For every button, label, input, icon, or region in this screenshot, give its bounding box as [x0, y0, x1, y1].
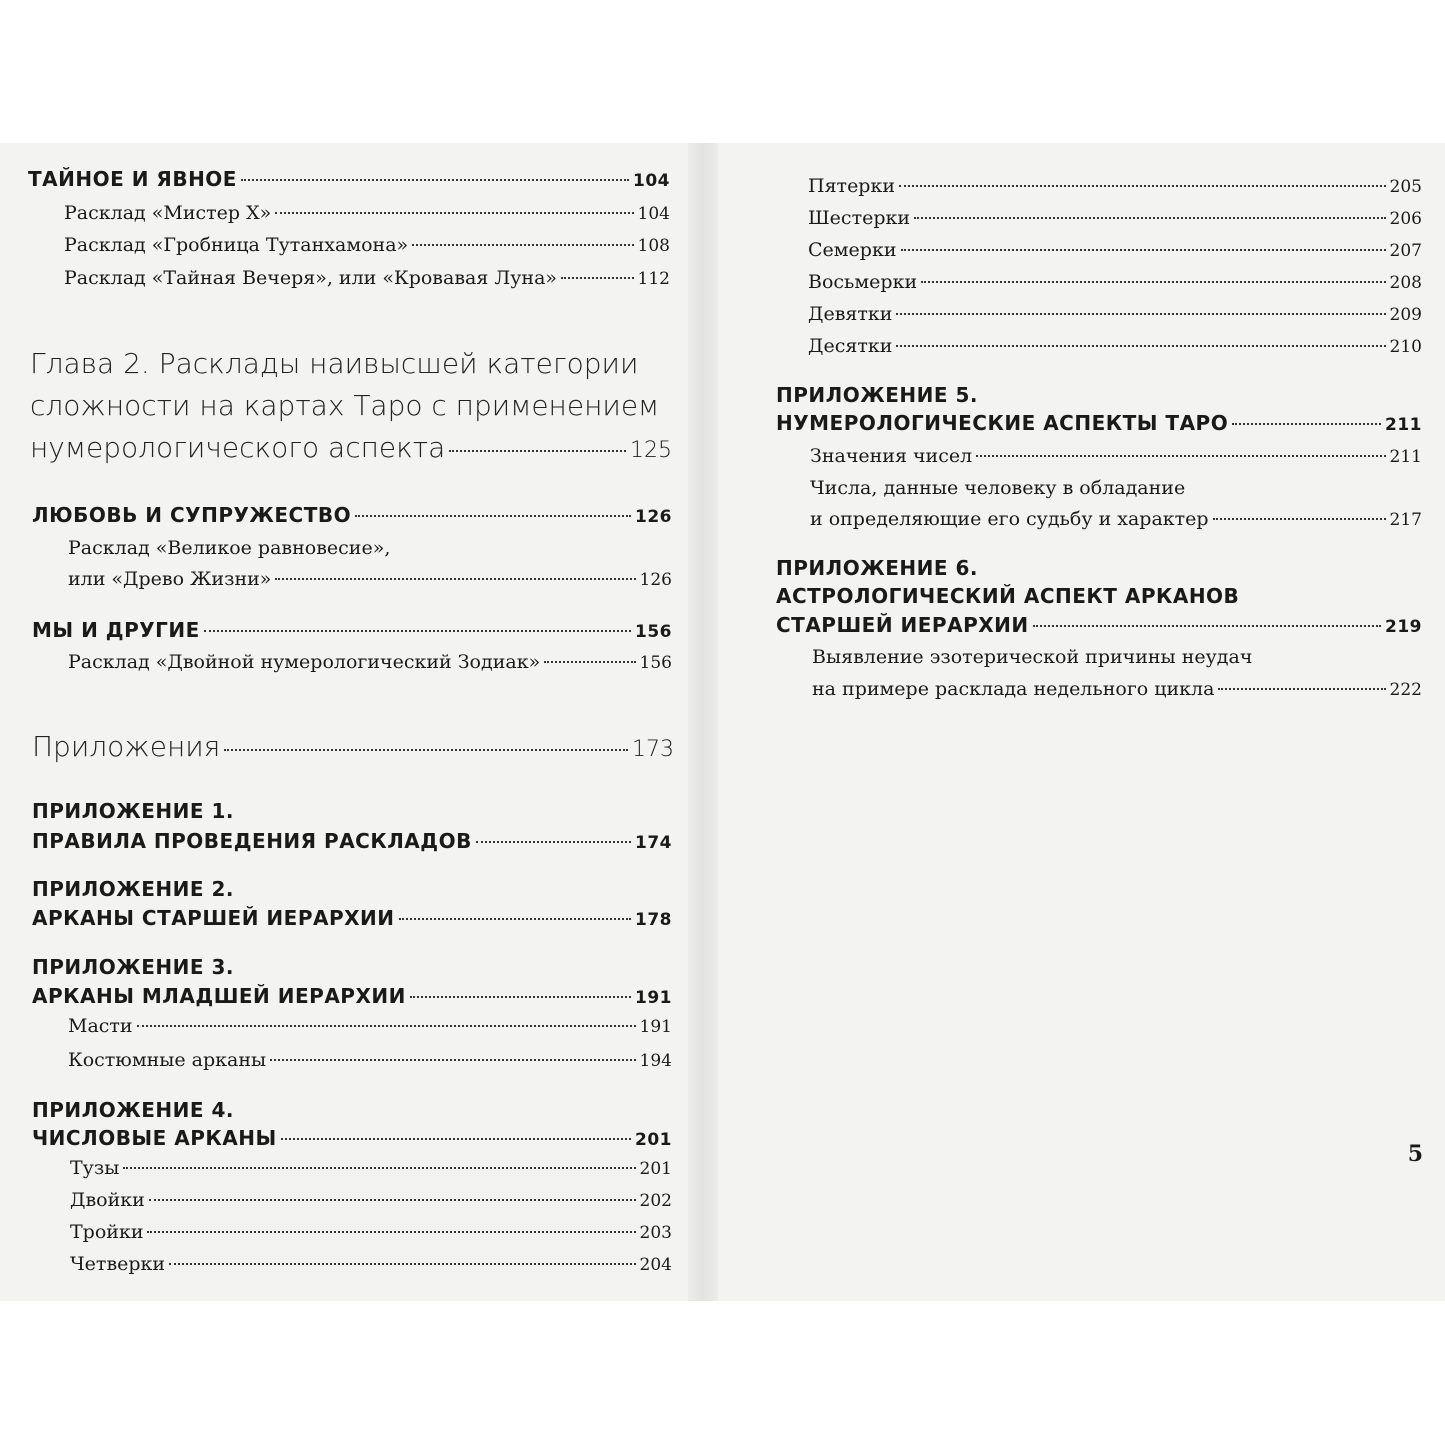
toc-entry-vyyavlenie[interactable] — [812, 678, 1422, 700]
toc-entry-title: или «Древо Жизни» — [68, 568, 272, 590]
toc-page-number: 204 — [639, 1255, 672, 1275]
toc-page-number: 191 — [635, 988, 672, 1008]
toc-entry-title: Восьмерки — [808, 271, 918, 293]
toc-entry-app5-line1: ПРИЛОЖЕНИЕ 5. — [776, 383, 979, 407]
toc-leader — [412, 244, 633, 246]
toc-entry-title: Расклад «Гробница Тутанхамона» — [64, 234, 409, 256]
toc-entry-znacheniya[interactable] — [810, 445, 1422, 467]
toc-entry-title: АРКАНЫ СТАРШЕЙ ИЕРАРХИИ — [32, 906, 395, 930]
toc-entry-ravnovesie-line1: Расклад «Великое равновесие», — [68, 537, 391, 559]
toc-entry-title: Десятки — [808, 335, 893, 357]
toc-entry-my[interactable] — [32, 618, 672, 642]
toc-leader — [169, 1263, 635, 1265]
page-folio-number: 5 — [1407, 1141, 1423, 1167]
toc-leader — [914, 217, 1386, 219]
toc-page-number: 104 — [637, 204, 670, 224]
toc-page-number: 173 — [632, 737, 674, 762]
right-page — [718, 143, 1445, 1301]
toc-entry-title: Двойки — [70, 1189, 145, 1211]
toc-entry-title: ТАЙНОЕ И ЯВНОЕ — [28, 167, 237, 191]
toc-entry-title: ПРАВИЛА ПРОВЕДЕНИЯ РАСКЛАДОВ — [32, 829, 472, 853]
toc-entry-app4-line1: ПРИЛОЖЕНИЕ 4. — [32, 1098, 235, 1122]
toc-entry-devyatki[interactable] — [808, 303, 1422, 325]
toc-entry-pyaterki[interactable] — [808, 175, 1422, 197]
toc-entry-title: Пятерки — [808, 175, 896, 197]
toc-leader — [896, 345, 1385, 347]
toc-leader — [544, 661, 635, 663]
toc-entry-semerki[interactable] — [808, 239, 1422, 261]
toc-entry-title: Семерки — [808, 239, 897, 261]
toc-page-number: 178 — [635, 910, 672, 930]
toc-entry-title: НУМЕРОЛОГИЧЕСКИЕ АСПЕКТЫ ТАРО — [776, 411, 1229, 435]
toc-page-number: 125 — [630, 438, 672, 463]
toc-entry-app5[interactable] — [776, 411, 1422, 435]
toc-leader — [149, 1199, 636, 1201]
book-spread — [0, 143, 1445, 1301]
left-page — [0, 143, 688, 1301]
toc-entry-tuzy[interactable] — [70, 1157, 672, 1179]
toc-leader — [137, 1025, 636, 1027]
toc-page-number: 174 — [635, 833, 672, 853]
toc-page-number: 194 — [639, 1051, 672, 1071]
toc-leader — [410, 996, 631, 998]
toc-entry-kostyum[interactable] — [68, 1049, 672, 1071]
toc-entry-app3-line1: ПРИЛОЖЕНИЕ 3. — [32, 955, 235, 979]
toc-entry-app3[interactable] — [32, 984, 672, 1008]
toc-page-number: 219 — [1385, 617, 1422, 637]
toc-leader — [1213, 518, 1386, 520]
toc-entry-title: Расклад «Тайная Вечеря», или «Кровавая Луна» — [64, 267, 558, 289]
toc-page-number: 210 — [1389, 337, 1422, 357]
toc-entry-lyubov[interactable] — [32, 503, 672, 527]
toc-page-number: 208 — [1389, 273, 1422, 293]
toc-entry-app1[interactable] — [32, 829, 672, 853]
toc-entry-zodiak[interactable] — [68, 651, 672, 673]
toc-page-number: 112 — [637, 269, 670, 289]
toc-entry-vyyavlenie-line1: Выявление эзотерической причины неудач — [812, 646, 1253, 668]
toc-entry-app6[interactable] — [776, 613, 1422, 637]
toc-page-number: 104 — [633, 171, 670, 191]
toc-page-number: 156 — [635, 622, 672, 642]
toc-entry-title: и определяющие его судьбу и характер — [810, 508, 1209, 530]
toc-entry-chisla-line1: Числа, данные человеку в обладание — [810, 477, 1186, 499]
toc-leader — [241, 179, 629, 181]
toc-entry-title: СТАРШЕЙ ИЕРАРХИИ — [776, 613, 1029, 637]
toc-entry-title: Расклад «Двойной нумерологический Зодиак» — [68, 651, 541, 673]
toc-entry-chapter2[interactable] — [30, 431, 672, 464]
toc-page-number: 126 — [635, 507, 672, 527]
toc-entry-app4[interactable] — [32, 1126, 672, 1150]
toc-entry-masti[interactable] — [68, 1015, 672, 1037]
toc-page-number: 108 — [637, 236, 670, 256]
toc-entry-title: нумерологического аспекта — [30, 431, 446, 464]
toc-entry-title: ЛЮБОВЬ И СУПРУЖЕСТВО — [32, 503, 352, 527]
toc-page-number: 191 — [639, 1017, 672, 1037]
toc-page-number: 201 — [635, 1130, 672, 1150]
toc-leader — [561, 277, 634, 279]
toc-entry-vosmerki[interactable] — [808, 271, 1422, 293]
toc-leader — [275, 578, 635, 580]
toc-entry-desyatki[interactable] — [808, 335, 1422, 357]
toc-page-number: 205 — [1389, 177, 1422, 197]
toc-entry-prilozheniya[interactable] — [32, 730, 674, 763]
toc-leader — [204, 630, 631, 632]
toc-leader — [123, 1167, 635, 1169]
toc-entry-shesterki[interactable] — [808, 207, 1422, 229]
toc-entry-app2-line1: ПРИЛОЖЕНИЕ 2. — [32, 877, 235, 901]
chapter-title-line2: сложности на картах Таро с применением — [30, 389, 660, 422]
toc-page-number: 217 — [1389, 510, 1422, 530]
toc-entry-title: Четверки — [70, 1253, 166, 1275]
toc-entry-ravnovesie[interactable] — [68, 568, 672, 590]
toc-leader — [1033, 625, 1381, 627]
toc-page-number: 211 — [1385, 415, 1422, 435]
toc-entry-app2[interactable] — [32, 906, 672, 930]
toc-entry-vecherya[interactable] — [64, 267, 670, 289]
toc-entry-title: Костюмные арканы — [68, 1049, 267, 1071]
toc-entry-title: ЧИСЛОВЫЕ АРКАНЫ — [32, 1126, 277, 1150]
toc-page-number: 207 — [1389, 241, 1422, 261]
toc-entry-chisla[interactable] — [810, 508, 1422, 530]
toc-leader — [901, 249, 1386, 251]
toc-page-number: 211 — [1389, 447, 1422, 467]
toc-page-number: 202 — [639, 1191, 672, 1211]
toc-entry-title: Приложения — [32, 730, 221, 763]
toc-entry-title: на примере расклада недельного цикла — [812, 678, 1215, 700]
toc-page-number: 206 — [1389, 209, 1422, 229]
toc-leader — [147, 1231, 635, 1233]
toc-leader — [399, 918, 631, 920]
book-gutter — [688, 143, 718, 1301]
toc-leader — [1218, 688, 1385, 690]
toc-leader — [476, 841, 631, 843]
toc-leader — [896, 313, 1385, 315]
toc-leader — [281, 1138, 631, 1140]
toc-leader — [270, 1059, 635, 1061]
chapter-title-line1: Глава 2. Расклады наивысшей категории — [30, 347, 639, 380]
toc-leader — [275, 212, 633, 214]
toc-entry-title: Тузы — [70, 1157, 120, 1179]
toc-entry-dvoyki[interactable] — [70, 1189, 672, 1211]
toc-entry-taynoe[interactable] — [28, 167, 670, 191]
toc-leader — [899, 185, 1386, 187]
toc-entry-app6-line1: ПРИЛОЖЕНИЕ 6. — [776, 556, 979, 580]
toc-leader — [224, 749, 628, 751]
toc-page-number: 209 — [1389, 305, 1422, 325]
toc-entry-app1-line1: ПРИЛОЖЕНИЕ 1. — [32, 799, 235, 823]
toc-entry-title: Девятки — [808, 303, 893, 325]
toc-entry-title: МЫ И ДРУГИЕ — [32, 618, 200, 642]
toc-entry-troyki[interactable] — [70, 1221, 672, 1243]
toc-entry-title: Масти — [68, 1015, 133, 1037]
toc-leader — [355, 515, 631, 517]
toc-entry-title: АРКАНЫ МЛАДШЕЙ ИЕРАРХИИ — [32, 984, 406, 1008]
toc-leader — [1232, 423, 1381, 425]
toc-page-number: 222 — [1389, 680, 1422, 700]
toc-entry-app6-line2: АСТРОЛОГИЧЕСКИЙ АСПЕКТ АРКАНОВ — [776, 584, 1240, 608]
toc-leader — [976, 455, 1385, 457]
toc-page-number: 203 — [639, 1223, 672, 1243]
toc-page-number: 156 — [639, 653, 672, 673]
toc-leader — [921, 281, 1385, 283]
toc-entry-title: Значения чисел — [810, 445, 973, 467]
toc-entry-chetverki[interactable] — [70, 1253, 672, 1275]
toc-entry-title: Расклад «Мистер Х» — [64, 202, 272, 224]
toc-entry-title: Шестерки — [808, 207, 911, 229]
toc-leader — [449, 450, 626, 452]
toc-entry-mister[interactable] — [64, 202, 670, 224]
toc-entry-tutan[interactable] — [64, 234, 670, 256]
toc-entry-title: Тройки — [70, 1221, 144, 1243]
toc-page-number: 201 — [639, 1159, 672, 1179]
toc-page-number: 126 — [639, 570, 672, 590]
